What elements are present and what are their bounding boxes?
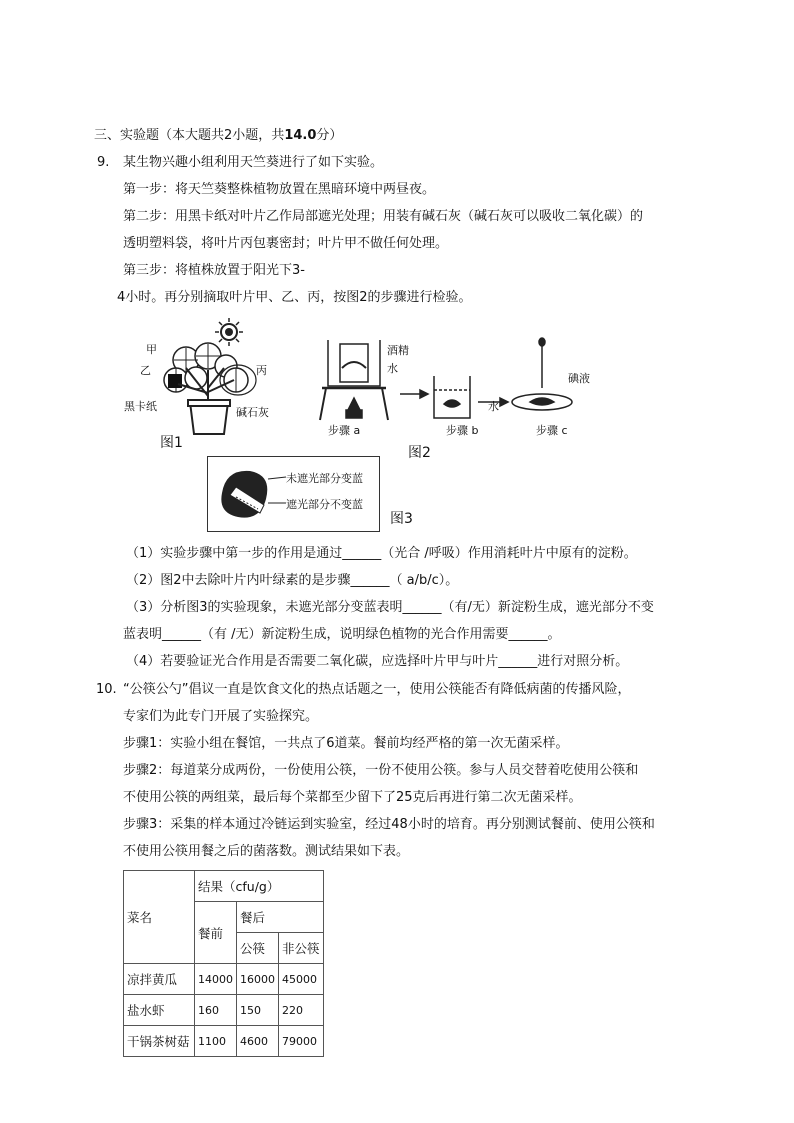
nonpublic-header: 非公筷 — [279, 933, 324, 964]
public-cell: 16000 — [237, 964, 279, 995]
sun-icon — [215, 318, 243, 346]
section-prefix: 三、实验题（本大题共 — [94, 128, 225, 143]
q10-number: 10. — [96, 682, 117, 697]
q9-step2-line1: 第二步：用黑卡纸对叶片乙作局部遮光处理；用装有碱石灰（碱石灰可以吸收二氧化碳）的 — [123, 209, 644, 224]
fig1-label-soda-lime: 碱石灰 — [236, 406, 269, 419]
figure-3-box — [207, 456, 380, 532]
figure-1-plant — [138, 318, 278, 440]
dish-cell: 凉拌黄瓜 — [124, 964, 195, 995]
section-mid: 小题，共 — [232, 128, 285, 143]
before-header: 餐前 — [195, 902, 237, 964]
fig2-step-a: 步骤 a — [328, 424, 361, 437]
before-cell: 1100 — [195, 1026, 237, 1057]
fig1-label-black-card: 黑卡纸 — [124, 400, 157, 413]
section-suffix: 分） — [316, 128, 343, 143]
fig3-shaded-label: 遮光部分不变蓝 — [286, 498, 363, 511]
q10-step3-line2: 不使用公筷用餐之后的菌落数。测试结果如下表。 — [123, 844, 410, 859]
nonpublic-cell: 45000 — [279, 964, 324, 995]
fig2-label-alcohol: 酒精 — [387, 344, 409, 357]
q9-sub1: （1）实验步骤中第一步的作用是通过______（光合 /呼吸）作用消耗叶片中原有的淀粉。 — [126, 546, 637, 561]
before-cell: 14000 — [195, 964, 237, 995]
dish-cell: 盐水虾 — [124, 995, 195, 1026]
figure-3-caption: 图3 — [390, 511, 413, 527]
step-b-beaker — [434, 376, 470, 418]
q9-step1: 第一步：将天竺葵整株植物放置在黑暗环境中两昼夜。 — [123, 182, 436, 197]
arrow-icon — [400, 390, 428, 398]
q9-sub2: （2）图2中去除叶片内叶绿素的是步骤______（ a/b/c）。 — [126, 573, 459, 588]
public-header: 公筷 — [237, 933, 279, 964]
table-row — [124, 1026, 324, 1057]
fig2-label-water: 水 — [387, 362, 398, 375]
fig1-label-yi: 乙 — [140, 364, 151, 377]
dish-cell: 干锅茶树菇 — [124, 1026, 195, 1057]
q9-intro: 某生物兴趣小组利用天竺葵进行了如下实验。 — [123, 155, 384, 170]
step-c-dropper-dish — [512, 338, 572, 410]
results-table — [123, 870, 324, 1057]
section-count: 2 — [224, 128, 233, 143]
after-header: 餐后 — [237, 902, 324, 933]
q10-intro-line2: 专家们为此专门开展了实验探究。 — [123, 709, 319, 724]
q9-step3-line1: 第三步：将植株放置于阳光下3- — [123, 263, 305, 278]
public-cell: 4600 — [237, 1026, 279, 1057]
leaf-icon — [216, 463, 276, 523]
table-row — [124, 964, 324, 995]
dish-header: 菜名 — [124, 871, 195, 964]
section-score: 14.0 — [284, 128, 317, 143]
q9-sub4: （4）若要验证光合作用是否需要二氧化碳，应选择叶片甲与叶片______进行对照分析。 — [126, 654, 629, 669]
step-a-apparatus — [320, 340, 388, 420]
q10-step1: 步骤1：实验小组在餐馆，一共点了6道菜。餐前均经严格的第一次无菌采样。 — [123, 736, 569, 751]
nonpublic-cell: 79000 — [279, 1026, 324, 1057]
result-header: 结果（cfu/g） — [195, 871, 324, 902]
fig2-label-iodine: 碘液 — [568, 372, 590, 385]
fig2-step-c: 步骤 c — [536, 424, 568, 437]
before-cell: 160 — [195, 995, 237, 1026]
q10-step2-line1: 步骤2：每道菜分成两份，一份使用公筷，一份不使用公筷。参与人员交替着吃使用公筷和 — [123, 763, 639, 778]
table-row — [124, 995, 324, 1026]
figure-2-caption: 图2 — [408, 445, 431, 461]
fig3-unshaded-label: 未遮光部分变蓝 — [286, 472, 363, 485]
public-cell: 150 — [237, 995, 279, 1026]
q10-step3-line1: 步骤3：采集的样本通过冷链运到实验室，经过48小时的培育。再分别测试餐前、使用公筷和 — [123, 817, 655, 832]
q9-sub3-line1: （3）分析图3的实验现象，未遮光部分变蓝表明______（有/无）新淀粉生成，遮光部分不变 — [126, 600, 654, 615]
nonpublic-cell: 220 — [279, 995, 324, 1026]
figure-1-caption: 图1 — [160, 435, 183, 451]
fig1-label-jia: 甲 — [146, 343, 157, 356]
q9-number: 9. — [97, 155, 110, 170]
table-header-row — [124, 871, 324, 902]
fig1-label-bing: 丙 — [256, 364, 267, 377]
section-heading — [94, 127, 342, 145]
q9-step3-line2: 4小时。再分别摘取叶片甲、乙、丙，按图2的步骤进行检验。 — [117, 290, 472, 305]
pointer-lines — [268, 457, 288, 527]
fig2-step-b: 步骤 b — [446, 424, 479, 437]
q9-step2-line2: 透明塑料袋，将叶片丙包裹密封；叶片甲不做任何处理。 — [123, 236, 449, 251]
q10-step2-line2: 不使用公筷的两组菜，最后每个菜都至少留下了25克后再进行第二次无菌采样。 — [123, 790, 582, 805]
fig2-label-water-2: 水 — [488, 400, 499, 413]
q9-sub3-line2: 蓝表明______（有 /无）新淀粉生成，说明绿色植物的光合作用需要______。 — [123, 627, 561, 642]
q10-intro-line1: “公筷公勺”倡议一直是饮食文化的热点话题之一，使用公筷能否有降低病菌的传播风险， — [123, 682, 631, 697]
